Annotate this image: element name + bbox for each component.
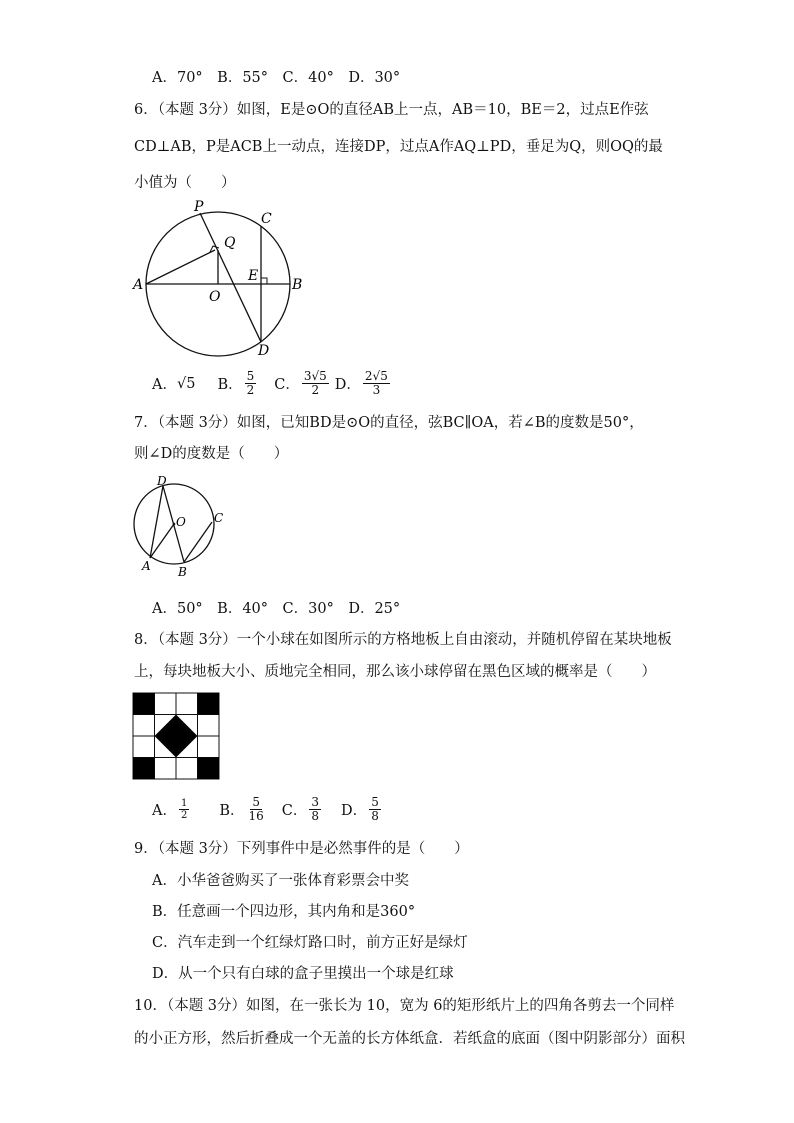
q9-stem: 9．（本题 3分）下列事件中是必然事件的是（ ） [134, 841, 469, 857]
q6-label-p: P [194, 199, 204, 215]
q8-option-b-fraction: $\frac{5}{16}$ [248, 795, 264, 823]
q8-black-tile-bottom-left [133, 758, 155, 780]
q6-option-c-label: C． [274, 377, 300, 393]
q6-line1: 6．（本题 3分）如图，E是⊙O的直径AB上一点，AB＝10，BE＝2，过点E作弦 [134, 102, 649, 118]
q8-option-b-label: B． [219, 803, 245, 819]
q8-option-c-fraction: $\frac{3}{8}$ [311, 795, 320, 823]
q6-option-d-label: D． [334, 377, 361, 393]
q6-line2: CD⊥AB，P是ACB上一动点，连接DP，过点A作AQ⊥PD，垂足为Q，则OQ的最 [134, 139, 663, 155]
q7-options: A．50° B．40° C．30° D．25° [152, 601, 401, 617]
q5-options: A．70° B．55° C．40° D．30° [152, 70, 401, 86]
q7-label-a: A [142, 559, 151, 573]
q6-option-c-fraction: $\frac{3√5}{2}$ [303, 369, 327, 397]
q8-line1: 8．（本题 3分）一个小球在如图所示的方格地板上自由滚动，并随机停留在某块地板 [134, 632, 672, 648]
q9-option-d: D．从一个只有白球的盒子里摸出一个球是红球 [152, 966, 454, 982]
q8-black-tile-bottom-right [198, 758, 220, 780]
q6-circle-figure [130, 195, 320, 365]
q8-option-d-label: D． [341, 803, 368, 819]
q9-option-b: B．任意画一个四边形，其内角和是360° [152, 904, 416, 920]
q8-black-tile-top-left [133, 693, 155, 715]
q6-option-b-fraction: $\frac{5}{2}$ [246, 369, 255, 397]
q9-option-a: A．小华爸爸购买了一张体育彩票会中奖 [152, 873, 409, 889]
q6-label-b: B [292, 277, 303, 293]
q6-line3: 小值为（ ） [134, 175, 236, 191]
q8-option-a-fraction: $\frac{1}{2}$ [180, 798, 188, 821]
q7-label-o: O [176, 515, 186, 529]
q7-line2: 则∠D的度数是（ ） [134, 446, 289, 462]
q7-line1: 7．（本题 3分）如图，已知BD是⊙O的直径，弦BC∥OA，若∠B的度数是50°， [134, 415, 644, 431]
q6-label-o: O [209, 289, 221, 305]
q7-center-dot [173, 523, 176, 526]
q6-option-d-fraction: $\frac{2√5}{3}$ [364, 369, 388, 397]
q7-circle-figure [128, 474, 233, 584]
q6-option-b-label: B． [217, 377, 243, 393]
q7-label-b: B [178, 565, 187, 579]
q6-option-a-value: √5 [176, 375, 196, 392]
q8-options [152, 796, 383, 823]
q6-right-angle-e [261, 278, 267, 284]
q7-label-d: D [157, 474, 167, 488]
q8-option-c-label: C． [281, 803, 308, 819]
q8-tile-floor-figure [132, 692, 222, 782]
q6-label-c: C [261, 211, 272, 227]
q6-options [152, 370, 392, 397]
q6-option-a-label: A． [152, 377, 177, 393]
q9-option-c: C．汽车走到一个红绿灯路口时，前方正好是绿灯 [152, 935, 468, 951]
q6-label-d: D [258, 343, 270, 359]
q7-label-c: C [214, 511, 224, 525]
q6-line-aq [146, 250, 215, 284]
q10-line2: 的小正方形，然后折叠成一个无盖的长方体纸盒．若纸盒的底面（图中阴影部分）面积 [134, 1031, 685, 1047]
q7-chord-da [150, 486, 163, 558]
q6-label-e: E [248, 268, 259, 284]
q8-black-tile-top-right [198, 693, 220, 715]
q8-line2: 上，每块地板大小、质地完全相同，那么该小球停留在黑色区域的概率是（ ） [134, 664, 656, 680]
q10-line1: 10．（本题 3分）如图，在一张长为 10，宽为 6的矩形纸片上的四角各剪去一个同样 [134, 998, 675, 1014]
q6-label-a: A [133, 277, 144, 293]
q6-label-q: Q [224, 235, 236, 251]
q8-option-a-label: A． [152, 803, 177, 819]
q8-black-diamond [155, 715, 198, 758]
q8-option-d-fraction: $\frac{5}{8}$ [371, 795, 379, 823]
